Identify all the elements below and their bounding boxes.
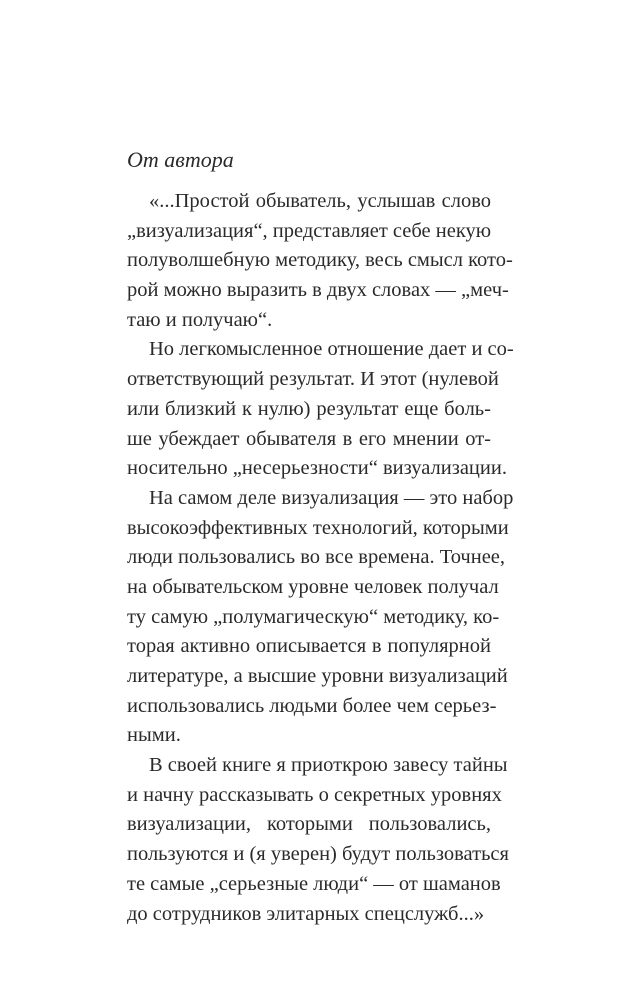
text-line: ше убеждает обывателя в его мнении от- (127, 427, 491, 450)
paragraph (127, 484, 514, 751)
text-line: визуализации, которыми пользовались, (127, 813, 491, 836)
text-line: те самые „серьезные люди“ — от шаманов (127, 872, 501, 895)
body-text (127, 187, 514, 929)
text-line: ту самую „полумагическую“ методику, ко- (127, 605, 500, 628)
paragraph (127, 187, 513, 335)
text-line: литературе, а высшие уровни визуализаций (127, 665, 508, 687)
text-line: ными. (127, 724, 181, 747)
text-line: до сотрудников элитарных спецслужб...» (127, 902, 485, 925)
text-line: или близкий к нулю) результат еще боль- (127, 397, 491, 420)
section-heading: От автора (127, 147, 234, 172)
text-line: люди пользовались во все времена. Точнее, (127, 546, 506, 569)
text-line: На самом деле визуализация — это набор (149, 486, 514, 509)
paragraph (127, 751, 509, 929)
text-line: «...Простой обыватель, услышав слово (149, 190, 491, 212)
text-line: рой можно выразить в двух словах — „меч- (127, 279, 509, 302)
text-line: „визуализация“, представляет себе некую (127, 219, 492, 242)
text-line: высокоэффективных технологий, которыми (127, 516, 509, 539)
text-line: таю и получаю“. (127, 308, 273, 331)
text-line: торая активно описывается в популярной (127, 635, 491, 658)
text-line: носительно „несерьезности“ визуализации. (127, 457, 507, 480)
text-line: пользуются и (я уверен) будут пользоваться (127, 843, 509, 866)
text-line: и начну рассказывать о секретных уровнях (127, 783, 502, 806)
book-page (127, 146, 514, 929)
text-line: В своей книге я приоткрою завесу тайны (149, 754, 508, 777)
text-line: ответствующий результат. И этот (нулевой (127, 368, 499, 391)
text-line: использовались людьми более чем серьез- (127, 694, 497, 717)
text-line: полуволшебную методику, весь смысл кото- (127, 249, 513, 272)
text-line: Но легкомысленное отношение дает и со- (149, 338, 514, 361)
text-line: на обывательском уровне человек получал (127, 575, 499, 598)
paragraph (127, 335, 514, 483)
